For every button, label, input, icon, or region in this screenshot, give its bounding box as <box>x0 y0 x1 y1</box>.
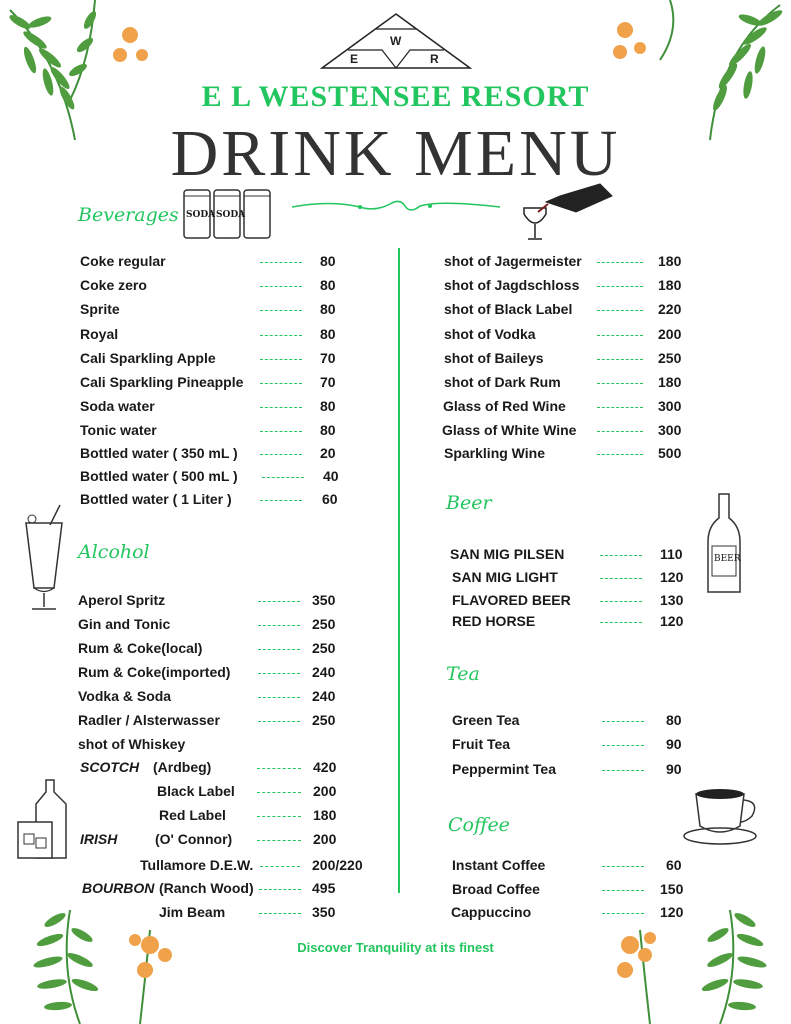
column-divider <box>398 248 400 893</box>
item-name: Black Label <box>157 783 235 799</box>
item-name: Instant Coffee <box>452 857 546 873</box>
list-item <box>159 904 369 924</box>
item-price: 110 <box>660 546 683 562</box>
item-price: 300 <box>658 422 682 438</box>
leader-line <box>597 383 643 384</box>
list-item <box>78 616 358 636</box>
item-price: 180 <box>313 807 337 823</box>
item-price: 80 <box>666 712 682 728</box>
item-name: shot of Jagdschloss <box>444 277 580 293</box>
list-item <box>159 880 369 900</box>
item-price: 250 <box>312 616 336 632</box>
leader-line <box>258 625 300 626</box>
cocktail-glass-icon <box>20 503 68 615</box>
item-price: 250 <box>312 712 336 728</box>
item-price: 250 <box>658 350 682 366</box>
section-alcohol: Alcohol <box>78 541 150 563</box>
logo <box>320 12 472 70</box>
item-name: Bottled water ( 350 mL ) <box>80 445 238 461</box>
section-beer: Beer <box>446 492 492 514</box>
leader-line <box>258 601 300 602</box>
item-name: FLAVORED BEER <box>452 592 571 608</box>
swirl-divider <box>290 196 502 218</box>
list-item <box>80 398 350 418</box>
leader-line <box>597 286 643 287</box>
list-item <box>78 592 358 612</box>
item-price: 90 <box>666 736 682 752</box>
list-item <box>452 592 692 612</box>
list-item <box>80 350 350 370</box>
list-item <box>80 374 350 394</box>
leader-line <box>262 477 304 478</box>
leader-line <box>257 792 301 793</box>
leader-line <box>597 407 643 408</box>
leader-line <box>259 913 301 914</box>
leader-line <box>260 262 302 263</box>
item-name: Soda water <box>80 398 155 414</box>
item-name: Broad Coffee <box>452 881 540 897</box>
item-name: Radler / Alsterwasser <box>78 712 220 728</box>
leader-line <box>597 454 643 455</box>
item-name: Jim Beam <box>159 904 226 920</box>
item-price: 240 <box>312 688 336 704</box>
list-item <box>80 468 350 488</box>
list-item <box>444 253 694 273</box>
item-price: 300 <box>658 398 682 414</box>
leader-line <box>602 890 644 891</box>
item-price: 80 <box>320 277 336 293</box>
leader-line <box>600 601 642 602</box>
item-price: 120 <box>660 613 684 629</box>
leader-line <box>260 335 302 336</box>
scotch-label: SCOTCH <box>80 759 140 775</box>
item-name: Royal <box>80 326 119 342</box>
list-item <box>78 712 358 732</box>
list-item <box>80 301 350 321</box>
item-name: Tonic water <box>80 422 157 438</box>
item-name: SAN MIG PILSEN <box>450 546 565 562</box>
leader-line <box>602 866 644 867</box>
leader-line <box>600 555 642 556</box>
menu-title: DRINK MENU <box>170 117 621 190</box>
list-item <box>452 857 692 877</box>
item-price: 60 <box>666 857 682 873</box>
item-price: 240 <box>312 664 336 680</box>
leader-line <box>260 500 302 501</box>
item-price: 80 <box>320 326 336 342</box>
logo-letter-e: E <box>350 52 359 66</box>
soda-can-label-1: SODA <box>186 210 216 220</box>
item-name: Peppermint Tea <box>452 761 556 777</box>
list-item <box>452 569 692 589</box>
resort-name: E L WESTENSEE RESORT <box>201 80 590 113</box>
list-item <box>444 374 694 394</box>
list-item <box>80 277 350 297</box>
irish-label: IRISH <box>80 831 118 847</box>
leader-line <box>260 359 302 360</box>
leader-line <box>597 310 643 311</box>
whiskey-heading <box>78 736 278 756</box>
list-item <box>452 736 692 756</box>
item-name: Coke regular <box>80 253 166 269</box>
item-price: 200 <box>313 783 337 799</box>
item-name: Aperol Spritz <box>78 592 166 608</box>
leader-line <box>602 770 644 771</box>
item-price: 80 <box>320 398 336 414</box>
item-name: RED HORSE <box>452 613 536 629</box>
item-price: 80 <box>320 422 336 438</box>
list-item <box>80 326 350 346</box>
list-item <box>155 831 365 851</box>
item-price: 420 <box>313 759 337 775</box>
leader-line <box>597 359 643 360</box>
item-name: Sparkling Wine <box>444 445 546 461</box>
list-item <box>157 783 367 803</box>
leader-line <box>597 431 643 432</box>
item-name: Cappuccino <box>451 904 532 920</box>
item-name: shot of Baileys <box>444 350 544 366</box>
item-name: Cali Sparkling Pineapple <box>80 374 244 390</box>
item-price: 70 <box>320 350 336 366</box>
item-price: 120 <box>660 569 684 585</box>
item-name: Cali Sparkling Apple <box>80 350 216 366</box>
list-item <box>442 422 692 442</box>
list-item <box>452 613 692 633</box>
leader-line <box>600 622 642 623</box>
list-item <box>159 807 369 827</box>
item-price: 90 <box>666 761 682 777</box>
item-name: Bottled water ( 500 mL ) <box>80 468 238 484</box>
list-item <box>452 712 692 732</box>
item-price: 180 <box>658 277 682 293</box>
list-item <box>451 904 691 924</box>
leader-line <box>260 286 302 287</box>
leader-line <box>257 768 301 769</box>
item-name: Coke zero <box>80 277 147 293</box>
section-coffee: Coffee <box>448 814 510 836</box>
bourbon-label: BOURBON <box>82 880 155 896</box>
item-price: 60 <box>322 491 338 507</box>
item-price: 350 <box>312 592 336 608</box>
item-name: Red Label <box>159 807 226 823</box>
leader-line <box>258 673 300 674</box>
section-tea: Tea <box>446 663 480 685</box>
leader-line <box>258 721 300 722</box>
leader-line <box>260 310 302 311</box>
list-item <box>80 445 350 465</box>
leader-line <box>258 649 300 650</box>
leader-line <box>257 840 301 841</box>
leader-line <box>260 431 302 432</box>
item-price: 80 <box>320 253 336 269</box>
item-name: (O' Connor) <box>155 831 233 847</box>
section-beverages: Beverages <box>78 204 179 226</box>
leader-line <box>259 889 301 890</box>
leader-line <box>260 454 302 455</box>
item-name: Fruit Tea <box>452 736 511 752</box>
item-name: shot of Whiskey <box>78 736 186 752</box>
item-name: Glass of Red Wine <box>443 398 566 414</box>
item-name: Tullamore D.E.W. <box>140 857 254 873</box>
item-price: 220 <box>658 301 682 317</box>
leader-line <box>597 335 643 336</box>
item-price: 250 <box>312 640 336 656</box>
item-price: 180 <box>658 253 682 269</box>
list-item <box>450 546 690 566</box>
whiskey-bottle-glass-icon <box>16 778 76 862</box>
list-item <box>78 640 358 660</box>
item-price: 350 <box>312 904 336 920</box>
list-item <box>452 881 692 901</box>
wine-bottle-glass-icon <box>520 182 614 242</box>
item-name: Gin and Tonic <box>78 616 171 632</box>
leader-line <box>257 816 301 817</box>
list-item <box>78 664 358 684</box>
list-item <box>452 761 692 781</box>
item-name: shot of Vodka <box>444 326 536 342</box>
logo-letter-r: R <box>430 52 439 66</box>
item-name: Rum & Coke(local) <box>78 640 203 656</box>
beer-bottle-icon <box>706 492 742 596</box>
list-item <box>140 857 380 877</box>
list-item <box>444 350 694 370</box>
item-name: (Ranch Wood) <box>159 880 254 896</box>
beer-bottle-label: BEER <box>714 554 741 564</box>
item-name: Vodka & Soda <box>78 688 172 704</box>
item-price: 200/220 <box>312 857 363 873</box>
leader-line <box>602 721 644 722</box>
list-item <box>444 326 694 346</box>
list-item <box>80 253 350 273</box>
item-price: 495 <box>312 880 336 896</box>
list-item <box>153 759 363 779</box>
item-name: (Ardbeg) <box>153 759 212 775</box>
item-name: Green Tea <box>452 712 520 728</box>
leader-line <box>602 745 644 746</box>
item-name: shot of Dark Rum <box>444 374 561 390</box>
item-name: Bottled water ( 1 Liter ) <box>80 491 232 507</box>
soda-can-label-2: SODA <box>216 210 246 220</box>
list-item <box>80 422 350 442</box>
item-price: 20 <box>320 445 336 461</box>
item-price: 80 <box>320 301 336 317</box>
item-price: 40 <box>323 468 339 484</box>
leader-line <box>258 697 300 698</box>
item-price: 120 <box>660 904 684 920</box>
list-item <box>444 301 694 321</box>
item-name: Sprite <box>80 301 120 317</box>
leader-line <box>260 407 302 408</box>
item-price: 200 <box>658 326 682 342</box>
item-price: 150 <box>660 881 684 897</box>
item-price: 500 <box>658 445 682 461</box>
list-item <box>444 445 694 465</box>
list-item <box>443 398 693 418</box>
item-price: 70 <box>320 374 336 390</box>
list-item <box>78 688 358 708</box>
item-price: 200 <box>313 831 337 847</box>
coffee-cup-icon <box>682 786 766 848</box>
item-name: SAN MIG LIGHT <box>452 569 558 585</box>
list-item <box>80 491 350 511</box>
leader-line <box>597 262 643 263</box>
logo-letter-w: W <box>390 34 402 48</box>
item-name: shot of Black Label <box>444 301 573 317</box>
leader-line <box>260 866 300 867</box>
item-price: 180 <box>658 374 682 390</box>
item-name: Glass of White Wine <box>442 422 577 438</box>
leader-line <box>600 578 642 579</box>
item-name: shot of Jagermeister <box>444 253 582 269</box>
list-item <box>444 277 694 297</box>
item-name: Rum & Coke(imported) <box>78 664 231 680</box>
leader-line <box>602 913 644 914</box>
leader-line <box>260 383 302 384</box>
item-price: 130 <box>660 592 684 608</box>
footer-tagline: Discover Tranquility at its finest <box>297 940 494 955</box>
